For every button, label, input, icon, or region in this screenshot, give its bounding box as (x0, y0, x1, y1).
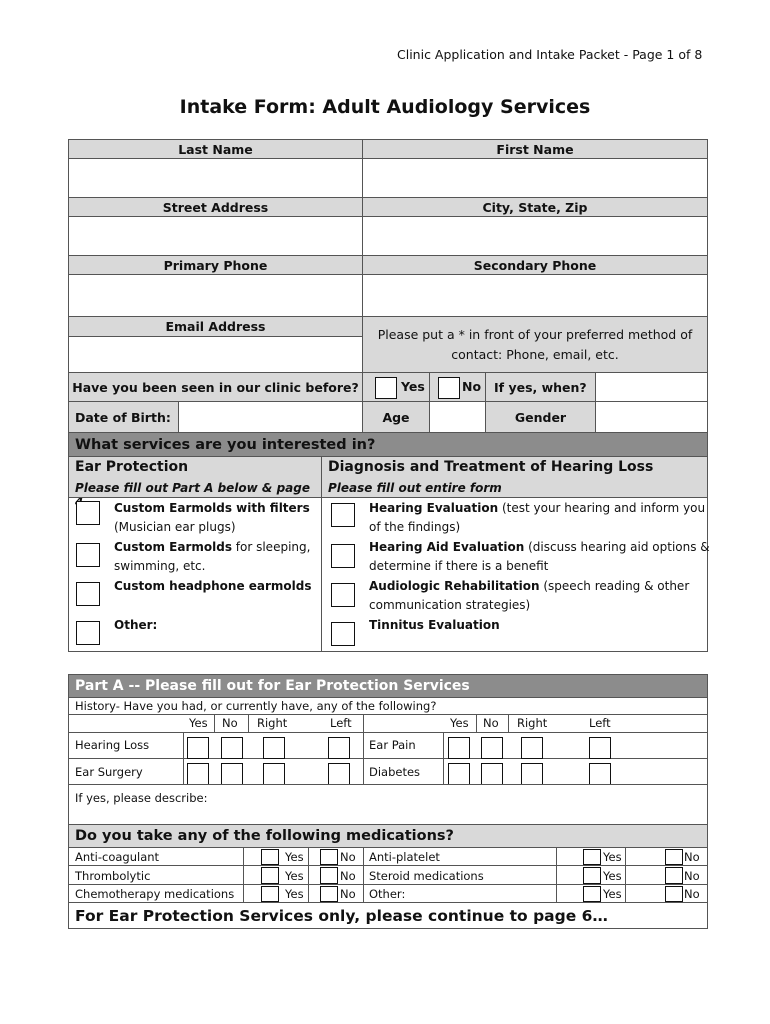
med-yes-label: Yes (603, 887, 622, 901)
thrombolytic-yes-checkbox[interactable] (261, 867, 279, 884)
preferred-contact-note: Please put a * in front of your preferred method of contact: Phone, email, etc. (362, 316, 708, 373)
med-no-label: No (684, 850, 700, 864)
chemotherapy-no-checkbox[interactable] (320, 886, 338, 902)
first-name-label: First Name (362, 139, 708, 159)
last-name-field[interactable] (68, 158, 363, 198)
hearing-loss-left-checkbox[interactable] (328, 737, 350, 759)
seen-yes-label: Yes (401, 379, 425, 394)
age-label: Age (362, 401, 430, 433)
email-label: Email Address (68, 316, 363, 337)
seen-no-cell (429, 372, 486, 402)
seen-before-question: Have you been seen in our clinic before? (68, 372, 363, 402)
col-right-left: Right (257, 716, 288, 730)
last-name-label: Last Name (68, 139, 363, 159)
medications-heading: Do you take any of the following medications? (68, 824, 708, 848)
footer-note: For Ear Protection Services only, please continue to page 6… (68, 902, 708, 929)
diabetes-yes-checkbox[interactable] (448, 763, 470, 785)
email-field[interactable] (68, 336, 363, 373)
if-yes-when-label: If yes, when? (485, 372, 596, 402)
age-field[interactable] (429, 401, 486, 433)
secondary-phone-field[interactable] (362, 274, 708, 317)
option-earmolds-sleeping: Custom Earmolds for sleeping, swimming, etc. (114, 540, 311, 573)
ear-surgery-no-checkbox[interactable] (221, 763, 243, 785)
option-earmolds-filters: Custom Earmolds with filters (Musician ear plugs) (114, 501, 310, 534)
steroid-no-checkbox[interactable] (665, 867, 683, 884)
ear-protection-note: Please fill out Part A below & page (75, 481, 310, 495)
med-no-label: No (684, 887, 700, 901)
history-diabetes: Diabetes (369, 765, 421, 779)
gender-label: Gender (485, 401, 596, 433)
ear-surgery-yes-checkbox[interactable] (187, 763, 209, 785)
history-ear-surgery: Ear Surgery (75, 765, 143, 779)
ear-protection-header (68, 456, 322, 498)
option-hearing-evaluation: Hearing Evaluation (test your hearing and inform you of the findings) (369, 501, 706, 534)
hearing-loss-no-checkbox[interactable] (221, 737, 243, 759)
seen-no-label: No (462, 379, 482, 394)
col-right-right: Right (517, 716, 548, 730)
other-med-no-checkbox[interactable] (665, 886, 683, 902)
hearing-evaluation-checkbox[interactable] (331, 503, 355, 527)
history-hearing-loss: Hearing Loss (75, 738, 150, 752)
first-name-field[interactable] (362, 158, 708, 198)
diabetes-left-checkbox[interactable] (589, 763, 611, 785)
med-yes-label: Yes (285, 869, 304, 883)
med-yes-label: Yes (285, 850, 304, 864)
history-col-header-row (68, 714, 708, 733)
col-left-left: Left (330, 716, 352, 730)
if-yes-when-field[interactable] (595, 372, 708, 402)
med-other: Other: (369, 887, 406, 901)
city-state-zip-label: City, State, Zip (362, 197, 708, 217)
primary-phone-field[interactable] (68, 274, 363, 317)
diabetes-no-checkbox[interactable] (481, 763, 503, 785)
antiplatelet-yes-checkbox[interactable] (583, 849, 601, 865)
hearing-loss-yes-checkbox[interactable] (187, 737, 209, 759)
col-left-right: Left (589, 716, 611, 730)
earmolds-filters-checkbox[interactable] (76, 501, 100, 525)
thrombolytic-no-checkbox[interactable] (320, 867, 338, 884)
diagnosis-note: Please fill out entire form (328, 481, 502, 495)
chemotherapy-yes-checkbox[interactable] (261, 886, 279, 902)
ear-protection-title: Ear Protection (75, 459, 189, 475)
antiplatelet-no-checkbox[interactable] (665, 849, 683, 865)
other-med-yes-checkbox[interactable] (583, 886, 601, 902)
option-hearing-aid-evaluation: Hearing Aid Evaluation (discuss hearing aid options & determine if there is a benefit (369, 540, 710, 573)
street-address-field[interactable] (68, 216, 363, 256)
med-yes-label: Yes (603, 869, 622, 883)
ear-pain-no-checkbox[interactable] (481, 737, 503, 759)
page-title: Intake Form: Adult Audiology Services (179, 96, 591, 118)
med-anticoagulant: Anti-coagulant (75, 850, 160, 864)
steroid-yes-checkbox[interactable] (583, 867, 601, 884)
dob-label: Date of Birth: (68, 401, 179, 433)
street-address-label: Street Address (68, 197, 363, 217)
med-no-label: No (684, 869, 700, 883)
audiologic-rehab-checkbox[interactable] (331, 583, 355, 607)
col-yes-right: Yes (450, 716, 469, 730)
hearing-aid-evaluation-checkbox[interactable] (331, 544, 355, 568)
med-chemotherapy: Chemotherapy medications (75, 887, 235, 901)
option-headphone-earmolds: Custom headphone earmolds (114, 579, 312, 593)
med-no-label: No (340, 869, 356, 883)
ear-surgery-right-checkbox[interactable] (263, 763, 285, 785)
med-yes-label: Yes (603, 850, 622, 864)
option-tinnitus-evaluation: Tinnitus Evaluation (369, 618, 500, 632)
med-yes-label: Yes (285, 887, 304, 901)
anticoagulant-yes-checkbox[interactable] (261, 849, 279, 865)
med-steroid: Steroid medications (369, 869, 484, 883)
other-ear-protection-checkbox[interactable] (76, 621, 100, 645)
hearing-loss-right-checkbox[interactable] (263, 737, 285, 759)
col-no-right: No (483, 716, 499, 730)
seen-yes-cell (362, 372, 430, 402)
city-state-zip-field[interactable] (362, 216, 708, 256)
diagnosis-title: Diagnosis and Treatment of Hearing Loss (328, 459, 654, 475)
tinnitus-evaluation-checkbox[interactable] (331, 622, 355, 646)
col-no-left: No (222, 716, 238, 730)
med-thrombolytic: Thrombolytic (75, 869, 151, 883)
seen-yes-checkbox[interactable] (375, 377, 397, 399)
ear-pain-right-checkbox[interactable] (521, 737, 543, 759)
headphone-earmolds-checkbox[interactable] (76, 582, 100, 606)
describe-field[interactable] (68, 784, 708, 825)
describe-label: If yes, please describe: (75, 791, 208, 805)
diabetes-right-checkbox[interactable] (521, 763, 543, 785)
secondary-phone-label: Secondary Phone (362, 255, 708, 275)
gender-field[interactable] (595, 401, 708, 433)
history-question: History- Have you had, or currently have, any of the following? (68, 697, 708, 715)
dob-field[interactable] (178, 401, 363, 433)
med-antiplatelet: Anti-platelet (369, 850, 440, 864)
option-audiologic-rehab: Audiologic Rehabilitation (speech reading & other communication strategies) (369, 579, 690, 612)
ear-pain-left-checkbox[interactable] (589, 737, 611, 759)
primary-phone-label: Primary Phone (68, 255, 363, 275)
ear-surgery-left-checkbox[interactable] (328, 763, 350, 785)
history-ear-pain: Ear Pain (369, 738, 416, 752)
part-a-heading: Part A -- Please fill out for Ear Protection Services (68, 674, 708, 698)
earmolds-sleeping-checkbox[interactable] (76, 543, 100, 567)
seen-no-checkbox[interactable] (438, 377, 460, 399)
med-no-label: No (340, 850, 356, 864)
anticoagulant-no-checkbox[interactable] (320, 849, 338, 865)
diagnosis-header (321, 456, 708, 498)
med-no-label: No (340, 887, 356, 901)
option-other: Other: (114, 618, 158, 632)
ear-pain-yes-checkbox[interactable] (448, 737, 470, 759)
col-yes-left: Yes (189, 716, 208, 730)
services-heading: What services are you interested in? (68, 432, 708, 457)
page-header: Clinic Application and Intake Packet - Page 1 of 8 (397, 47, 703, 62)
